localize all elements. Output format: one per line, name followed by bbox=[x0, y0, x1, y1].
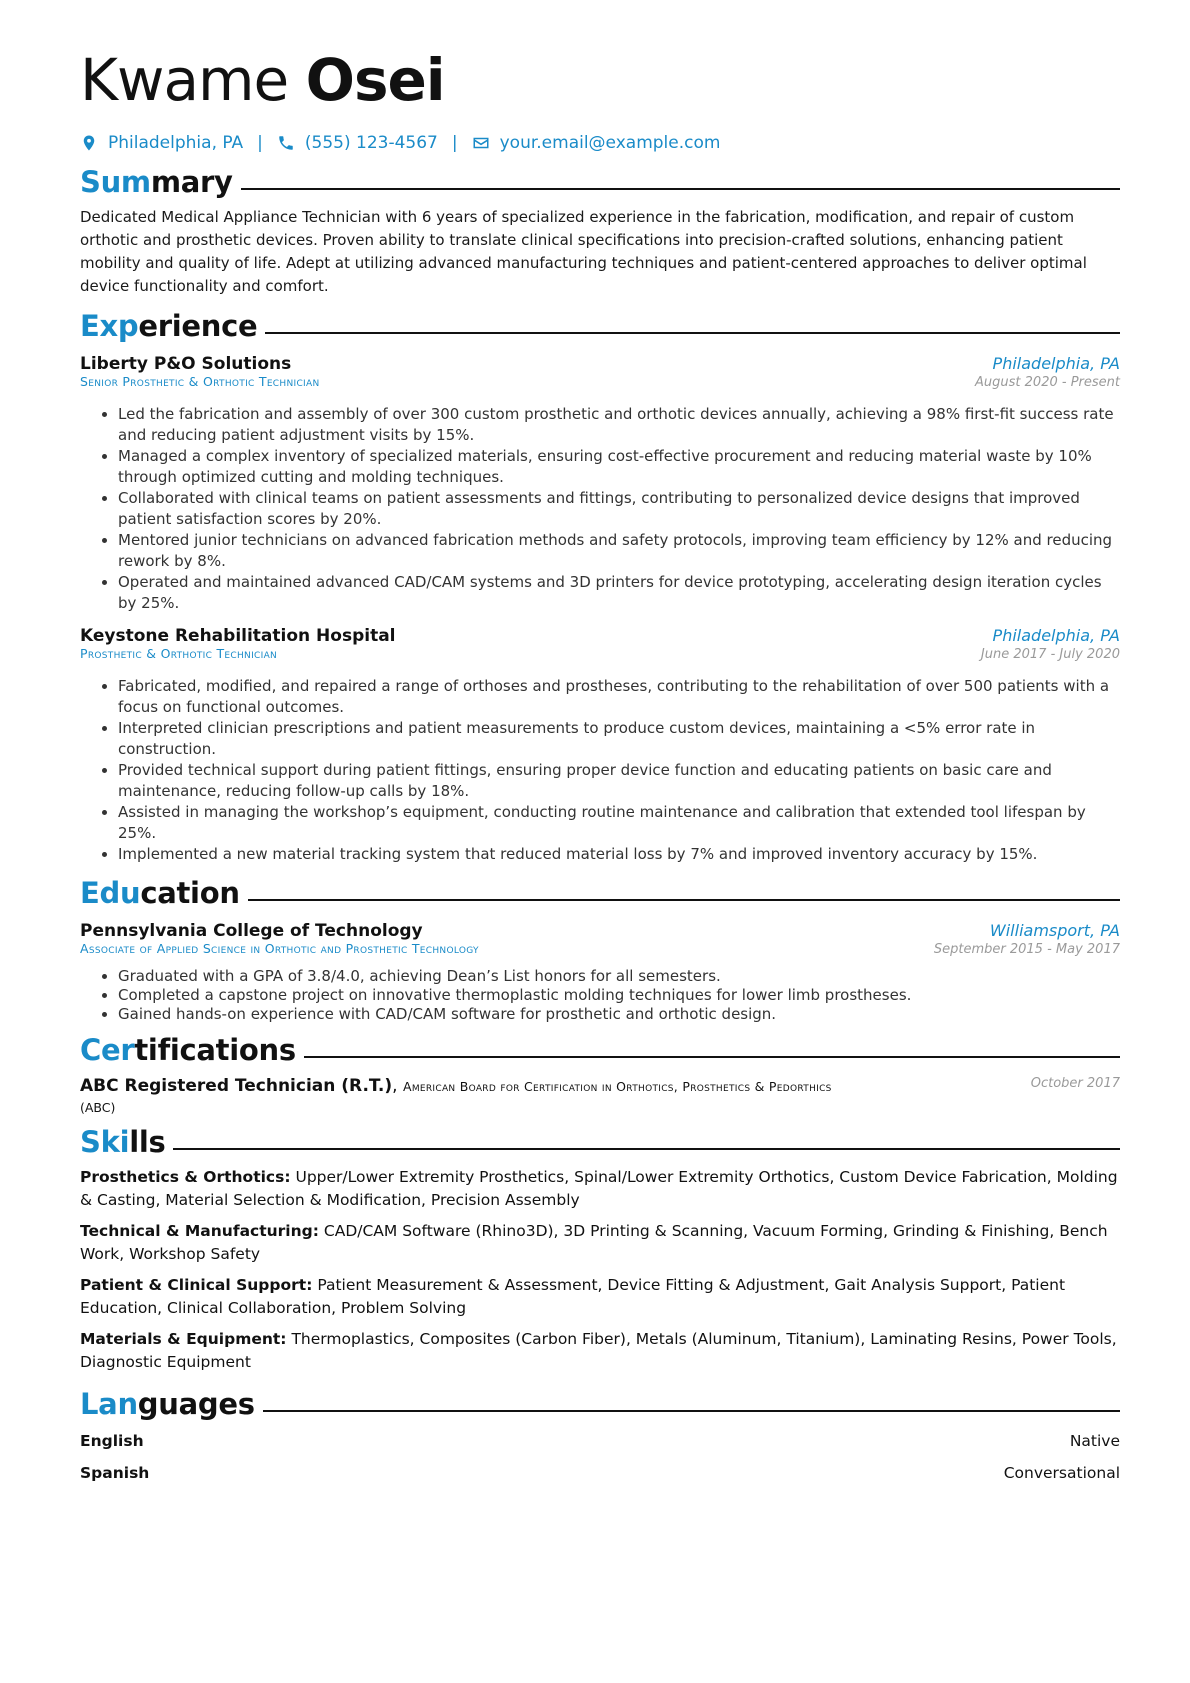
job-dates: June 2017 - July 2020 bbox=[980, 647, 1120, 662]
job-title: Senior Prosthetic & Orthotic Technician bbox=[80, 374, 320, 389]
last-name: Osei bbox=[305, 46, 445, 114]
section-header-skills bbox=[80, 1122, 1120, 1162]
envelope-icon bbox=[472, 134, 490, 152]
section-header-languages bbox=[80, 1384, 1120, 1424]
education-bullets bbox=[80, 967, 1120, 1024]
bullet-item: • Led the fabrication and assembly of over 300 custom prosthetic and orthotic devices annually, achieving a 98% first-fit success rate and reducing patient adjustment visits by 15%. bbox=[118, 404, 1120, 446]
section-title-certifications: Certifications bbox=[80, 1033, 296, 1067]
contact-email[interactable] bbox=[472, 133, 721, 153]
section-title-summary: Summary bbox=[80, 165, 233, 199]
section-header-education bbox=[80, 873, 1120, 913]
section-rule bbox=[241, 188, 1120, 190]
language-row bbox=[80, 1462, 1120, 1484]
section-title-skills: Skills bbox=[80, 1125, 166, 1159]
bullet-item: • Graduated with a GPA of 3.8/4.0, achieving Dean’s List honors for all semesters. bbox=[118, 967, 1120, 986]
skill-group-items: Patient Measurement & Assessment, Device Fitting & Adjustment, Gait Analysis Support, Patient Education, Clinical Collaboration, Problem Solving bbox=[80, 1276, 1066, 1317]
certification-separator: , bbox=[392, 1076, 398, 1096]
skill-group bbox=[80, 1166, 1120, 1212]
section-rule bbox=[265, 332, 1120, 334]
skill-group bbox=[80, 1328, 1120, 1374]
certification-abbr: (ABC) bbox=[80, 1100, 116, 1115]
bullet-item: • Managed a complex inventory of specialized materials, ensuring cost-effective procurement and reducing material waste by 10% through optimized cutting and molding techniques. bbox=[118, 446, 1120, 488]
language-name: Spanish bbox=[80, 1464, 150, 1482]
employer-name: Keystone Rehabilitation Hospital bbox=[80, 626, 396, 646]
location-text: Philadelphia, PA bbox=[108, 133, 244, 153]
employer-name: Liberty P&O Solutions bbox=[80, 354, 292, 374]
section-rule bbox=[263, 1410, 1120, 1412]
language-level: Conversational bbox=[1003, 1464, 1120, 1482]
contact-bar bbox=[80, 130, 1120, 156]
bullet-item: • Collaborated with clinical teams on patient assessments and fittings, contributing to personalized device designs that improved patient satisfaction scores by 20%. bbox=[118, 488, 1120, 530]
candidate-name bbox=[80, 42, 1120, 120]
bullet-item: • Mentored junior technicians on advanced fabrication methods and safety protocols, improving team efficiency by 12% and reducing rework by 8%. bbox=[118, 530, 1120, 572]
section-rule bbox=[248, 899, 1120, 901]
section-rule bbox=[304, 1056, 1120, 1058]
degree-title: Associate of Applied Science in Orthotic and Prosthetic Technology bbox=[80, 941, 479, 956]
section-title-education: Education bbox=[80, 876, 240, 910]
bullet-item: • Interpreted clinician prescriptions and patient measurements to produce custom devices, maintaining a <5% error rate in construction. bbox=[118, 718, 1120, 760]
education-entry bbox=[80, 921, 1120, 1024]
section-header-experience bbox=[80, 306, 1120, 346]
skill-group-label: Patient & Clinical Support: bbox=[80, 1276, 313, 1294]
section-title-experience: Experience bbox=[80, 309, 258, 343]
contact-separator: | bbox=[257, 133, 263, 153]
experience-entry bbox=[80, 626, 1120, 865]
skill-group-label: Materials & Equipment: bbox=[80, 1330, 287, 1348]
job-bullets bbox=[80, 676, 1120, 865]
education-dates: September 2015 - May 2017 bbox=[933, 942, 1120, 957]
job-bullets bbox=[80, 404, 1120, 614]
skill-group bbox=[80, 1274, 1120, 1320]
section-header-certifications bbox=[80, 1030, 1120, 1070]
certification-date: October 2017 bbox=[1030, 1076, 1120, 1091]
bullet-item: • Implemented a new material tracking system that reduced material loss by 7% and improved inventory accuracy by 15%. bbox=[118, 844, 1120, 865]
contact-separator: | bbox=[451, 133, 458, 153]
language-row bbox=[80, 1430, 1120, 1452]
school-location: Williamsport, PA bbox=[989, 921, 1120, 940]
first-name: Kwame bbox=[80, 46, 289, 114]
skill-group-items: Thermoplastics, Composites (Carbon Fiber), Metals (Aluminum, Titanium), Laminating Resins, Power Tools, Diagnostic Equipment bbox=[80, 1330, 1117, 1371]
bullet-item: • Completed a capstone project on innovative thermoplastic molding techniques for lower limb prostheses. bbox=[118, 986, 1120, 1005]
skill-group-items: CAD/CAM Software (Rhino3D), 3D Printing & Scanning, Vacuum Forming, Grinding & Finishing, Bench Work, Workshop Safety bbox=[80, 1222, 1108, 1263]
language-name: English bbox=[80, 1432, 144, 1450]
bullet-item: • Gained hands-on experience with CAD/CAM software for prosthetic and orthotic design. bbox=[118, 1005, 1120, 1024]
skill-group-label: Prosthetics & Orthotics: bbox=[80, 1168, 291, 1186]
certification-entry bbox=[80, 1076, 1120, 1118]
certification-name: ABC Registered Technician (R.T.) bbox=[80, 1076, 393, 1096]
contact-phone[interactable] bbox=[277, 133, 438, 153]
job-dates: August 2020 - Present bbox=[975, 375, 1120, 390]
bullet-item: • Assisted in managing the workshop’s equipment, conducting routine maintenance and calibration that extended tool lifespan by 25%. bbox=[118, 802, 1120, 844]
employer-location: Philadelphia, PA bbox=[992, 626, 1120, 645]
phone-icon bbox=[277, 134, 295, 152]
map-pin-icon bbox=[80, 134, 98, 152]
skill-group-label: Technical & Manufacturing: bbox=[80, 1222, 319, 1240]
bullet-item: • Provided technical support during patient fittings, ensuring proper device function and educating patients on basic care and maintenance, reducing follow-up calls by 18%. bbox=[118, 760, 1120, 802]
bullet-item: • Fabricated, modified, and repaired a range of orthoses and prostheses, contributing to the rehabilitation of over 500 patients with a focus on functional outcomes. bbox=[118, 676, 1120, 718]
employer-location: Philadelphia, PA bbox=[992, 354, 1120, 373]
language-level: Native bbox=[1069, 1432, 1120, 1450]
skill-group bbox=[80, 1220, 1120, 1266]
section-rule bbox=[173, 1148, 1120, 1150]
skill-group-items: Upper/Lower Extremity Prosthetics, Spinal/Lower Extremity Orthotics, Custom Device Fabrication, Molding & Casting, Material Selection & Modification, Precision Assembly bbox=[80, 1168, 1118, 1209]
experience-entry bbox=[80, 354, 1120, 614]
section-title-languages: Languages bbox=[80, 1387, 255, 1421]
contact-location bbox=[80, 133, 243, 153]
email-text: your.email@example.com bbox=[499, 133, 721, 153]
job-title: Prosthetic & Orthotic Technician bbox=[80, 646, 278, 661]
phone-text: (555) 123-4567 bbox=[304, 133, 438, 153]
summary-text: Dedicated Medical Appliance Technician with 6 years of specialized experience in the fabrication, modification, and repair of custom orthotic and prosthetic devices. Proven ability to translate clinical specifications into precision-crafted solutions, enhancing patient mobility and quality of life. Adept at utilizing advanced manufacturing techniques and patient-centered approaches to deliver optimal device functionality and comfort. bbox=[80, 208, 1087, 295]
school-name: Pennsylvania College of Technology bbox=[80, 921, 423, 941]
certification-issuer: American Board for Certification in Orthotics, Prosthetics & Pedorthics bbox=[402, 1079, 832, 1094]
bullet-item: • Operated and maintained advanced CAD/CAM systems and 3D printers for device prototyping, accelerating design iteration cycles by 25%. bbox=[118, 572, 1120, 614]
section-header-summary bbox=[80, 162, 1120, 202]
